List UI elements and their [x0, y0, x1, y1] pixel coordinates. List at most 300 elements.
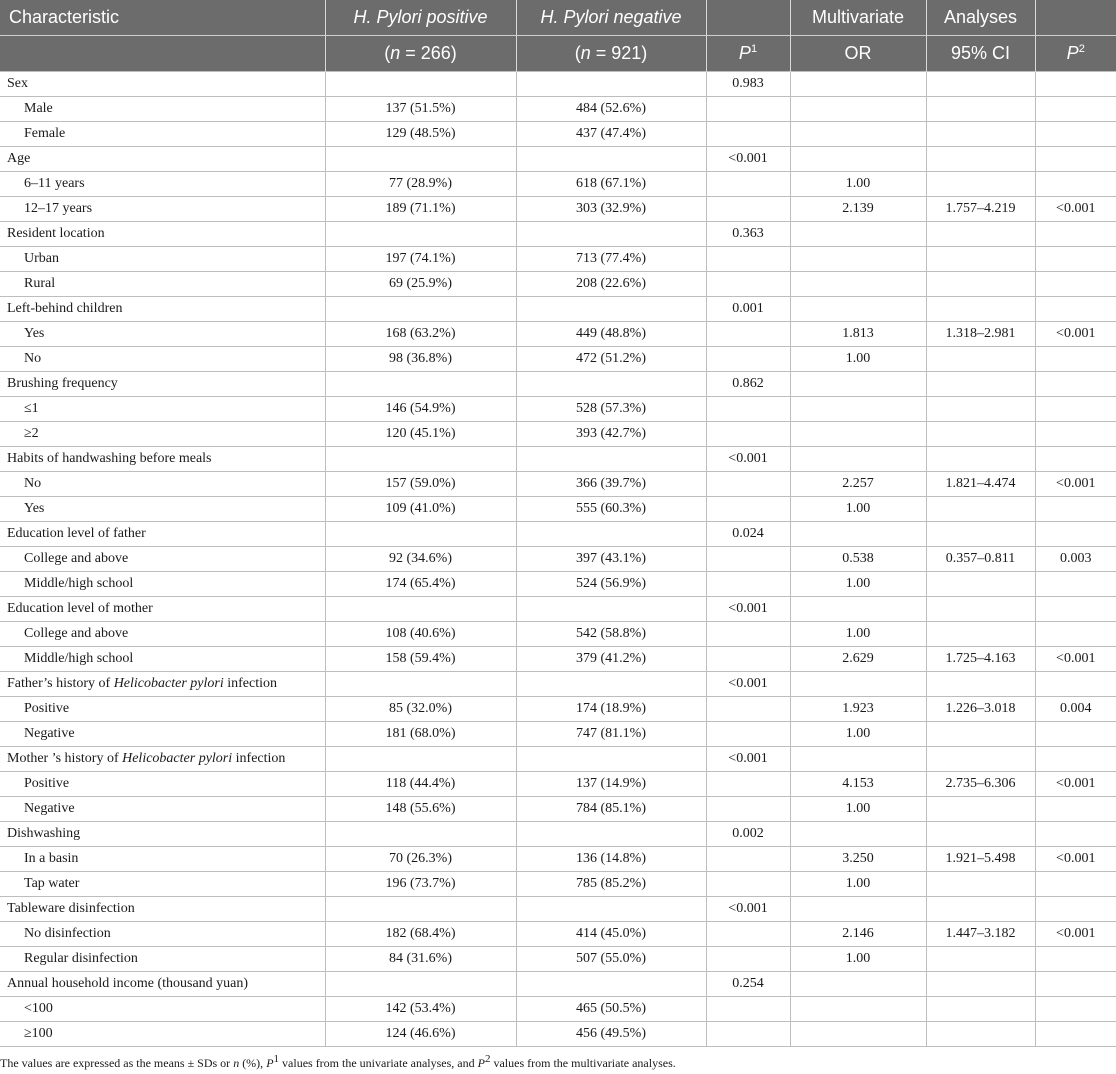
hp-positive-cell: [325, 297, 516, 322]
category-label: Brushing frequency: [0, 372, 325, 397]
ci-cell: [926, 172, 1035, 197]
category-label: Left-behind children: [0, 297, 325, 322]
subgroup-label: Yes: [0, 322, 325, 347]
p1-cell: <0.001: [706, 597, 790, 622]
category-row: [0, 297, 1116, 322]
header-p2: $P^2$: [1035, 36, 1116, 72]
p1-cell: 0.983: [706, 72, 790, 97]
ci-cell: [926, 147, 1035, 172]
subgroup-label: Urban: [0, 247, 325, 272]
subgroup-label: Negative: [0, 797, 325, 822]
table-row: [0, 572, 1116, 597]
p2-cell: [1035, 722, 1116, 747]
or-cell: [790, 72, 926, 97]
subgroup-label: College and above: [0, 547, 325, 572]
category-label: Sex: [0, 72, 325, 97]
ci-cell: [926, 397, 1035, 422]
ci-cell: [926, 897, 1035, 922]
or-cell: 1.00: [790, 572, 926, 597]
hp-negative-cell: [516, 672, 706, 697]
p1-cell: [706, 122, 790, 147]
header-blank: [0, 36, 325, 72]
hp-negative-cell: [516, 222, 706, 247]
hp-negative-cell: 484 (52.6%): [516, 97, 706, 122]
subgroup-label: ≤1: [0, 397, 325, 422]
hp-positive-cell: [325, 747, 516, 772]
hp-negative-cell: [516, 897, 706, 922]
category-row: [0, 822, 1116, 847]
hp-positive-cell: 118 (44.4%): [325, 772, 516, 797]
p2-cell: [1035, 747, 1116, 772]
ci-cell: [926, 522, 1035, 547]
table-row: [0, 397, 1116, 422]
p2-cell: [1035, 797, 1116, 822]
or-cell: [790, 597, 926, 622]
hp-positive-cell: 85 (32.0%): [325, 697, 516, 722]
ci-cell: [926, 222, 1035, 247]
p2-cell: [1035, 522, 1116, 547]
p2-cell: <0.001: [1035, 472, 1116, 497]
hp-positive-cell: [325, 822, 516, 847]
category-row: [0, 522, 1116, 547]
table-row: [0, 647, 1116, 672]
or-cell: [790, 97, 926, 122]
or-cell: 1.00: [790, 497, 926, 522]
hp-positive-cell: 158 (59.4%): [325, 647, 516, 672]
p1-cell: [706, 622, 790, 647]
header-pos-n: (n = 266): [325, 36, 516, 72]
p1-cell: <0.001: [706, 147, 790, 172]
header-multivariate: Multivariate: [790, 0, 926, 36]
subgroup-label: Middle/high school: [0, 572, 325, 597]
ci-cell: [926, 822, 1035, 847]
table-row: [0, 97, 1116, 122]
header-characteristic: Characteristic: [0, 0, 325, 36]
hp-negative-cell: 136 (14.8%): [516, 847, 706, 872]
hp-negative-cell: 379 (41.2%): [516, 647, 706, 672]
subgroup-label: Yes: [0, 497, 325, 522]
p1-cell: [706, 172, 790, 197]
p1-cell: [706, 347, 790, 372]
hp-positive-cell: [325, 672, 516, 697]
ci-cell: 1.226–3.018: [926, 697, 1035, 722]
or-cell: [790, 522, 926, 547]
table-row: [0, 547, 1116, 572]
table-row: [0, 847, 1116, 872]
p2-cell: [1035, 872, 1116, 897]
or-cell: 1.00: [790, 722, 926, 747]
subgroup-label: 6–11 years: [0, 172, 325, 197]
category-label: Father’s history of Helicobacter pylori infection: [0, 672, 325, 697]
p1-cell: [706, 947, 790, 972]
category-row: [0, 972, 1116, 997]
p1-cell: [706, 772, 790, 797]
ci-cell: [926, 97, 1035, 122]
subgroup-label: Negative: [0, 722, 325, 747]
or-cell: 1.923: [790, 697, 926, 722]
ci-cell: [926, 997, 1035, 1022]
or-cell: 4.153: [790, 772, 926, 797]
category-label: Resident location: [0, 222, 325, 247]
or-cell: 0.538: [790, 547, 926, 572]
header-empty-2: [1035, 0, 1116, 36]
category-label: Mother ’s history of Helicobacter pylori infection: [0, 747, 325, 772]
p2-cell: <0.001: [1035, 197, 1116, 222]
subgroup-label: College and above: [0, 622, 325, 647]
or-cell: [790, 122, 926, 147]
p2-cell: [1035, 897, 1116, 922]
or-cell: [790, 747, 926, 772]
header-p1: $P^1$: [706, 36, 790, 72]
table-row: [0, 1022, 1116, 1047]
subgroup-label: No disinfection: [0, 922, 325, 947]
or-cell: 3.250: [790, 847, 926, 872]
or-cell: [790, 372, 926, 397]
or-cell: [790, 247, 926, 272]
hp-positive-cell: 182 (68.4%): [325, 922, 516, 947]
hp-positive-cell: [325, 147, 516, 172]
hp-negative-cell: 137 (14.9%): [516, 772, 706, 797]
p1-cell: [706, 422, 790, 447]
ci-cell: [926, 1022, 1035, 1047]
hp-negative-cell: 303 (32.9%): [516, 197, 706, 222]
p2-cell: [1035, 147, 1116, 172]
hp-negative-cell: [516, 822, 706, 847]
hp-negative-cell: 393 (42.7%): [516, 422, 706, 447]
header-empty: [706, 0, 790, 36]
table-row: [0, 272, 1116, 297]
hp-positive-cell: 84 (31.6%): [325, 947, 516, 972]
p1-cell: [706, 97, 790, 122]
p2-cell: [1035, 222, 1116, 247]
or-cell: 1.00: [790, 172, 926, 197]
p1-cell: 0.254: [706, 972, 790, 997]
p2-cell: [1035, 497, 1116, 522]
or-cell: 2.139: [790, 197, 926, 222]
p1-cell: [706, 697, 790, 722]
p2-cell: <0.001: [1035, 772, 1116, 797]
hp-positive-cell: 146 (54.9%): [325, 397, 516, 422]
p1-cell: [706, 997, 790, 1022]
p2-cell: <0.001: [1035, 322, 1116, 347]
ci-cell: [926, 497, 1035, 522]
table-row: [0, 472, 1116, 497]
p2-cell: [1035, 672, 1116, 697]
p2-cell: [1035, 597, 1116, 622]
p2-cell: [1035, 447, 1116, 472]
hp-positive-cell: 197 (74.1%): [325, 247, 516, 272]
p2-cell: [1035, 122, 1116, 147]
hp-negative-cell: [516, 972, 706, 997]
or-cell: [790, 972, 926, 997]
ci-cell: [926, 872, 1035, 897]
p2-cell: <0.001: [1035, 647, 1116, 672]
p2-cell: <0.001: [1035, 847, 1116, 872]
table-row: [0, 997, 1116, 1022]
or-cell: [790, 272, 926, 297]
p2-cell: [1035, 297, 1116, 322]
hp-positive-cell: 70 (26.3%): [325, 847, 516, 872]
or-cell: [790, 397, 926, 422]
hp-positive-cell: 129 (48.5%): [325, 122, 516, 147]
subgroup-label: Rural: [0, 272, 325, 297]
subgroup-label: ≥100: [0, 1022, 325, 1047]
p1-cell: [706, 472, 790, 497]
hp-positive-cell: 69 (25.9%): [325, 272, 516, 297]
ci-cell: [926, 447, 1035, 472]
or-cell: [790, 422, 926, 447]
category-label: Dishwashing: [0, 822, 325, 847]
p1-cell: 0.002: [706, 822, 790, 847]
ci-cell: [926, 347, 1035, 372]
or-cell: [790, 822, 926, 847]
or-cell: [790, 897, 926, 922]
hp-negative-cell: 528 (57.3%): [516, 397, 706, 422]
hp-positive-cell: [325, 372, 516, 397]
hp-negative-cell: 414 (45.0%): [516, 922, 706, 947]
table-row: [0, 872, 1116, 897]
hp-negative-cell: [516, 297, 706, 322]
hp-negative-cell: 397 (43.1%): [516, 547, 706, 572]
ci-cell: 1.921–5.498: [926, 847, 1035, 872]
ci-cell: [926, 597, 1035, 622]
category-label: Annual household income (thousand yuan): [0, 972, 325, 997]
header-hp-positive: H. Pylori positive: [325, 0, 516, 36]
p1-cell: [706, 272, 790, 297]
hp-positive-cell: 98 (36.8%): [325, 347, 516, 372]
ci-cell: 1.821–4.474: [926, 472, 1035, 497]
p1-cell: 0.024: [706, 522, 790, 547]
table-row: [0, 622, 1116, 647]
hp-positive-cell: 124 (46.6%): [325, 1022, 516, 1047]
subgroup-label: Regular disinfection: [0, 947, 325, 972]
table-row: [0, 722, 1116, 747]
or-cell: [790, 297, 926, 322]
ci-cell: [926, 572, 1035, 597]
p1-cell: [706, 722, 790, 747]
subgroup-label: Tap water: [0, 872, 325, 897]
or-cell: 2.146: [790, 922, 926, 947]
hp-negative-cell: 208 (22.6%): [516, 272, 706, 297]
p2-cell: <0.001: [1035, 922, 1116, 947]
hp-positive-cell: 109 (41.0%): [325, 497, 516, 522]
p2-cell: [1035, 622, 1116, 647]
or-cell: 1.00: [790, 872, 926, 897]
p2-cell: [1035, 1022, 1116, 1047]
category-row: [0, 222, 1116, 247]
p1-cell: [706, 247, 790, 272]
subgroup-label: 12–17 years: [0, 197, 325, 222]
header-neg-n: (n = 921): [516, 36, 706, 72]
hp-positive-cell: 137 (51.5%): [325, 97, 516, 122]
table-row: [0, 197, 1116, 222]
p1-cell: [706, 322, 790, 347]
table-row: [0, 922, 1116, 947]
p1-cell: [706, 847, 790, 872]
p1-cell: [706, 922, 790, 947]
p1-cell: <0.001: [706, 897, 790, 922]
hp-positive-cell: [325, 447, 516, 472]
hp-negative-cell: 542 (58.8%): [516, 622, 706, 647]
p2-cell: [1035, 422, 1116, 447]
subgroup-label: Positive: [0, 772, 325, 797]
or-cell: 1.00: [790, 797, 926, 822]
p1-cell: <0.001: [706, 747, 790, 772]
or-cell: [790, 147, 926, 172]
category-row: [0, 372, 1116, 397]
table-row: [0, 497, 1116, 522]
hp-positive-cell: 181 (68.0%): [325, 722, 516, 747]
p2-cell: [1035, 997, 1116, 1022]
p1-cell: [706, 647, 790, 672]
or-cell: [790, 672, 926, 697]
header-ci: 95% CI: [926, 36, 1035, 72]
ci-cell: 1.318–2.981: [926, 322, 1035, 347]
header-or: OR: [790, 36, 926, 72]
ci-cell: [926, 722, 1035, 747]
table-row: [0, 797, 1116, 822]
hp-negative-cell: 449 (48.8%): [516, 322, 706, 347]
or-cell: 2.629: [790, 647, 926, 672]
hp-negative-cell: [516, 747, 706, 772]
table-row: [0, 947, 1116, 972]
category-row: [0, 672, 1116, 697]
or-cell: [790, 997, 926, 1022]
hp-positive-cell: 108 (40.6%): [325, 622, 516, 647]
hp-negative-cell: [516, 597, 706, 622]
p1-cell: [706, 572, 790, 597]
table-body: [0, 72, 1116, 1047]
p2-cell: 0.004: [1035, 697, 1116, 722]
subgroup-label: Positive: [0, 697, 325, 722]
hp-positive-cell: [325, 72, 516, 97]
hp-negative-cell: 713 (77.4%): [516, 247, 706, 272]
subgroup-label: Female: [0, 122, 325, 147]
or-cell: 1.00: [790, 622, 926, 647]
ci-cell: [926, 672, 1035, 697]
subgroup-label: No: [0, 472, 325, 497]
hp-negative-cell: 472 (51.2%): [516, 347, 706, 372]
category-row: [0, 747, 1116, 772]
p1-cell: <0.001: [706, 447, 790, 472]
or-cell: [790, 222, 926, 247]
category-row: [0, 447, 1116, 472]
hp-positive-cell: 148 (55.6%): [325, 797, 516, 822]
p2-cell: [1035, 72, 1116, 97]
hp-negative-cell: [516, 72, 706, 97]
hp-positive-cell: 77 (28.9%): [325, 172, 516, 197]
p2-cell: [1035, 347, 1116, 372]
or-cell: [790, 447, 926, 472]
p1-cell: [706, 872, 790, 897]
category-label: Age: [0, 147, 325, 172]
subgroup-label: <100: [0, 997, 325, 1022]
table-row: [0, 772, 1116, 797]
hp-negative-cell: [516, 147, 706, 172]
hp-positive-cell: 174 (65.4%): [325, 572, 516, 597]
hp-negative-cell: 366 (39.7%): [516, 472, 706, 497]
subgroup-label: Male: [0, 97, 325, 122]
hp-positive-cell: 196 (73.7%): [325, 872, 516, 897]
p1-cell: [706, 197, 790, 222]
p2-cell: [1035, 247, 1116, 272]
category-label: Tableware disinfection: [0, 897, 325, 922]
p1-cell: 0.363: [706, 222, 790, 247]
hp-negative-cell: 785 (85.2%): [516, 872, 706, 897]
p2-cell: [1035, 272, 1116, 297]
p1-cell: 0.862: [706, 372, 790, 397]
hp-negative-cell: 465 (50.5%): [516, 997, 706, 1022]
or-cell: 1.00: [790, 947, 926, 972]
hp-positive-cell: 120 (45.1%): [325, 422, 516, 447]
p1-cell: [706, 497, 790, 522]
p1-cell: 0.001: [706, 297, 790, 322]
hp-positive-cell: 189 (71.1%): [325, 197, 516, 222]
table-header: [0, 0, 1116, 72]
hp-negative-cell: 174 (18.9%): [516, 697, 706, 722]
p1-cell: [706, 797, 790, 822]
subgroup-label: ≥2: [0, 422, 325, 447]
ci-cell: 1.447–3.182: [926, 922, 1035, 947]
hp-negative-cell: 747 (81.1%): [516, 722, 706, 747]
ci-cell: [926, 972, 1035, 997]
table-row: [0, 347, 1116, 372]
table-row: [0, 247, 1116, 272]
hp-positive-cell: [325, 522, 516, 547]
ci-cell: [926, 297, 1035, 322]
or-cell: 2.257: [790, 472, 926, 497]
hp-negative-cell: 618 (67.1%): [516, 172, 706, 197]
ci-cell: [926, 947, 1035, 972]
ci-cell: [926, 72, 1035, 97]
ci-cell: [926, 272, 1035, 297]
p2-cell: [1035, 972, 1116, 997]
p2-cell: [1035, 572, 1116, 597]
hp-positive-cell: [325, 597, 516, 622]
p1-cell: [706, 397, 790, 422]
subgroup-label: No: [0, 347, 325, 372]
p2-cell: [1035, 172, 1116, 197]
ci-cell: [926, 247, 1035, 272]
p2-cell: [1035, 397, 1116, 422]
p2-cell: 0.003: [1035, 547, 1116, 572]
p1-cell: [706, 547, 790, 572]
table-row: [0, 697, 1116, 722]
hp-negative-cell: [516, 372, 706, 397]
ci-cell: [926, 797, 1035, 822]
subgroup-label: In a basin: [0, 847, 325, 872]
hp-positive-cell: 157 (59.0%): [325, 472, 516, 497]
p2-cell: [1035, 822, 1116, 847]
hp-negative-cell: 524 (56.9%): [516, 572, 706, 597]
hp-negative-cell: 456 (49.5%): [516, 1022, 706, 1047]
hp-positive-cell: [325, 972, 516, 997]
hp-positive-cell: [325, 222, 516, 247]
table-row: [0, 122, 1116, 147]
ci-cell: [926, 372, 1035, 397]
header-hp-negative: H. Pylori negative: [516, 0, 706, 36]
ci-cell: 1.725–4.163: [926, 647, 1035, 672]
table-row: [0, 322, 1116, 347]
ci-cell: [926, 747, 1035, 772]
category-label: Education level of mother: [0, 597, 325, 622]
hp-negative-cell: 437 (47.4%): [516, 122, 706, 147]
or-cell: [790, 1022, 926, 1047]
table-row: [0, 422, 1116, 447]
hp-negative-cell: 784 (85.1%): [516, 797, 706, 822]
p1-cell: <0.001: [706, 672, 790, 697]
hp-positive-cell: 168 (63.2%): [325, 322, 516, 347]
